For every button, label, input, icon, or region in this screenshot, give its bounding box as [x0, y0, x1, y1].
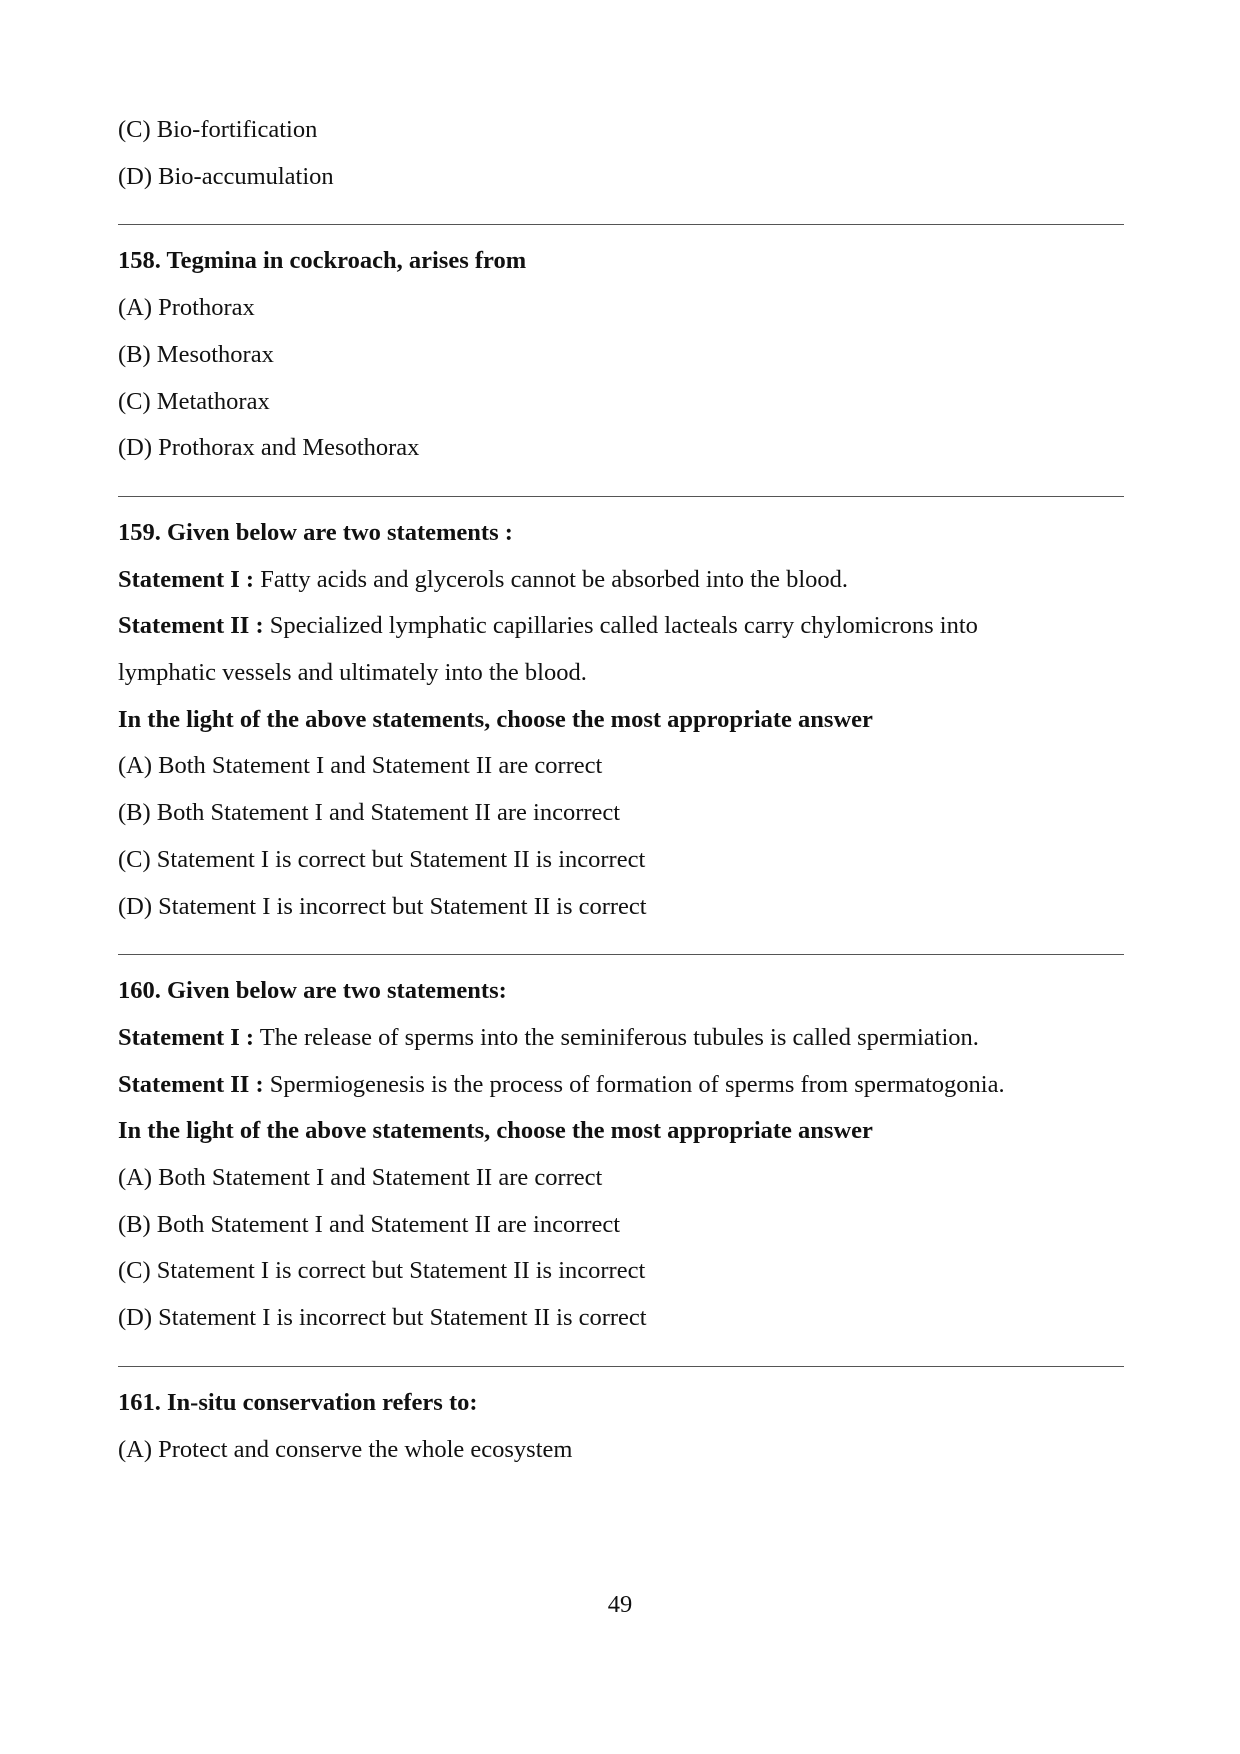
statement-1-label: Statement I : [118, 565, 255, 593]
instruction: In the light of the above statements, choose the most appropriate answer [118, 1117, 873, 1145]
statement-2-label: Statement II : [118, 1070, 264, 1098]
question-158 [118, 238, 1124, 472]
question-159 [118, 510, 1124, 930]
option-a: (A) Both Statement I and Statement II are correct [118, 1164, 603, 1192]
statement-2 [118, 603, 1124, 650]
option-b: (B) Mesothorax [118, 340, 274, 368]
question-title: 158. Tegmina in cockroach, arises from [118, 247, 527, 275]
option-d: (D) Statement I is incorrect but Statement II is correct [118, 1304, 647, 1332]
statement-2-continuation: lymphatic vessels and ultimately into the blood. [118, 659, 587, 687]
option-b: (B) Both Statement I and Statement II are incorrect [118, 1210, 621, 1238]
statement-2-label: Statement II : [118, 612, 264, 640]
question-title: 159. Given below are two statements : [118, 518, 513, 546]
statement-2-text: Specialized lymphatic capillaries called lacteals carry chylomicrons into [263, 612, 978, 640]
option-c: (C) Bio-fortification [118, 116, 318, 143]
option-b: (B) Both Statement I and Statement II are incorrect [118, 799, 621, 827]
option-c: (C) Statement I is correct but Statement II is incorrect [118, 1257, 646, 1285]
option-a: (A) Both Statement I and Statement II are correct [118, 752, 603, 780]
page-number: 49 [607, 1591, 633, 1618]
statement-1 [118, 1015, 1124, 1062]
statement-1-text: Fatty acids and glycerols cannot be absorbed into the blood. [254, 565, 849, 593]
option-a: (A) Prothorax [118, 294, 255, 322]
option-a: (A) Protect and conserve the whole ecosystem [118, 1435, 573, 1463]
option-d: (D) Bio-accumulation [118, 162, 334, 190]
question-title: 161. In-situ conservation refers to: [118, 1388, 478, 1416]
question-161 [118, 1380, 1124, 1473]
option-c: (C) Metathorax [118, 387, 270, 415]
statement-2-text: Spermiogenesis is the process of formation of sperms from spermatogonia. [263, 1070, 1005, 1098]
option-d: (D) Prothorax and Mesothorax [118, 434, 420, 462]
statement-1 [118, 557, 1124, 604]
instruction: In the light of the above statements, choose the most appropriate answer [118, 705, 873, 733]
option-c: (C) Statement I is correct but Statement II is incorrect [118, 845, 646, 873]
page-content [118, 107, 1124, 1473]
statement-1-text: The release of sperms into the seminiferous tubules is called spermiation. [254, 1023, 979, 1051]
question-title: 160. Given below are two statements: [118, 977, 507, 1005]
statement-2 [118, 1062, 1124, 1109]
question-160 [118, 968, 1124, 1342]
option-d: (D) Statement I is incorrect but Statement II is correct [118, 892, 647, 920]
prev-question-block [118, 107, 1124, 200]
statement-1-label: Statement I : [118, 1023, 255, 1051]
